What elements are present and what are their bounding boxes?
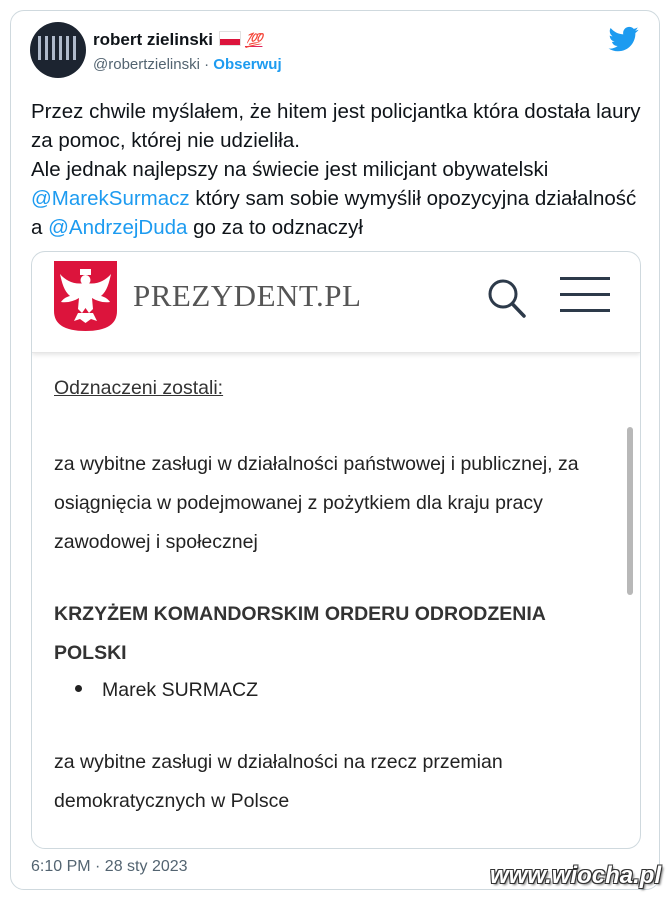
avatar[interactable] xyxy=(30,22,86,78)
user-name[interactable] xyxy=(93,30,262,50)
hundred-emoji: 💯 xyxy=(244,32,263,48)
recipient-name: Marek SURMACZ xyxy=(102,679,259,701)
site-title[interactable]: PREZYDENT.PL xyxy=(133,278,362,313)
follow-button[interactable]: Obserwuj xyxy=(213,56,282,73)
watermark: www.wiocha.pl xyxy=(490,862,662,889)
site-header xyxy=(32,252,640,353)
tweet-line-4: go za to odznaczył xyxy=(187,216,363,239)
bullet-icon xyxy=(75,685,82,692)
mention-marek-surmacz[interactable]: @MarekSurmacz xyxy=(31,187,190,210)
tweet-line-1: Przez chwile myślałem, że hitem jest policjantka która dostała laury za pomoc, której nie udzieliła. xyxy=(31,100,641,152)
scrollbar[interactable] xyxy=(627,427,633,595)
order-title: KRZYŻEM KOMANDORSKIM ORDERU ODRODZENIA POLSKI xyxy=(54,603,546,664)
hamburger-menu-icon[interactable] xyxy=(560,274,610,318)
user-handle[interactable]: @robertzielinski xyxy=(93,56,200,73)
tweet-text xyxy=(31,97,641,242)
awards-heading: Odznaczeni zostali: xyxy=(54,377,224,399)
poland-flag-icon xyxy=(219,31,241,46)
tweet-line-3: który sam sobie wymyślił opozycyjna działalność a xyxy=(31,187,637,239)
polish-eagle-emblem xyxy=(54,261,117,331)
merit-paragraph-1: za wybitne zasługi w działalności państwowej i publicznej, za osiągnięcia w podejmowanej z pożytkiem dla kraju pracy zawodowej i społecznej xyxy=(54,453,579,553)
tweet-line-2: Ale jednak najlepszy na świecie jest milicjant obywatelski xyxy=(31,158,549,181)
search-icon[interactable] xyxy=(486,276,528,320)
twitter-bird-icon[interactable] xyxy=(606,24,642,54)
handle-row xyxy=(93,56,282,73)
mention-andrzej-duda[interactable]: @AndrzejDuda xyxy=(48,216,188,239)
recipient-list-item xyxy=(75,671,258,710)
embedded-screenshot[interactable] xyxy=(31,251,641,849)
merit-paragraph-2: za wybitne zasługi w działalności na rzecz przemian demokratycznych w Polsce xyxy=(54,751,503,812)
user-name-text[interactable]: robert zielinski xyxy=(93,30,213,49)
tweet-timestamp[interactable]: 6:10 PM · 28 sty 2023 xyxy=(31,858,188,875)
handle-separator: · xyxy=(199,56,214,73)
